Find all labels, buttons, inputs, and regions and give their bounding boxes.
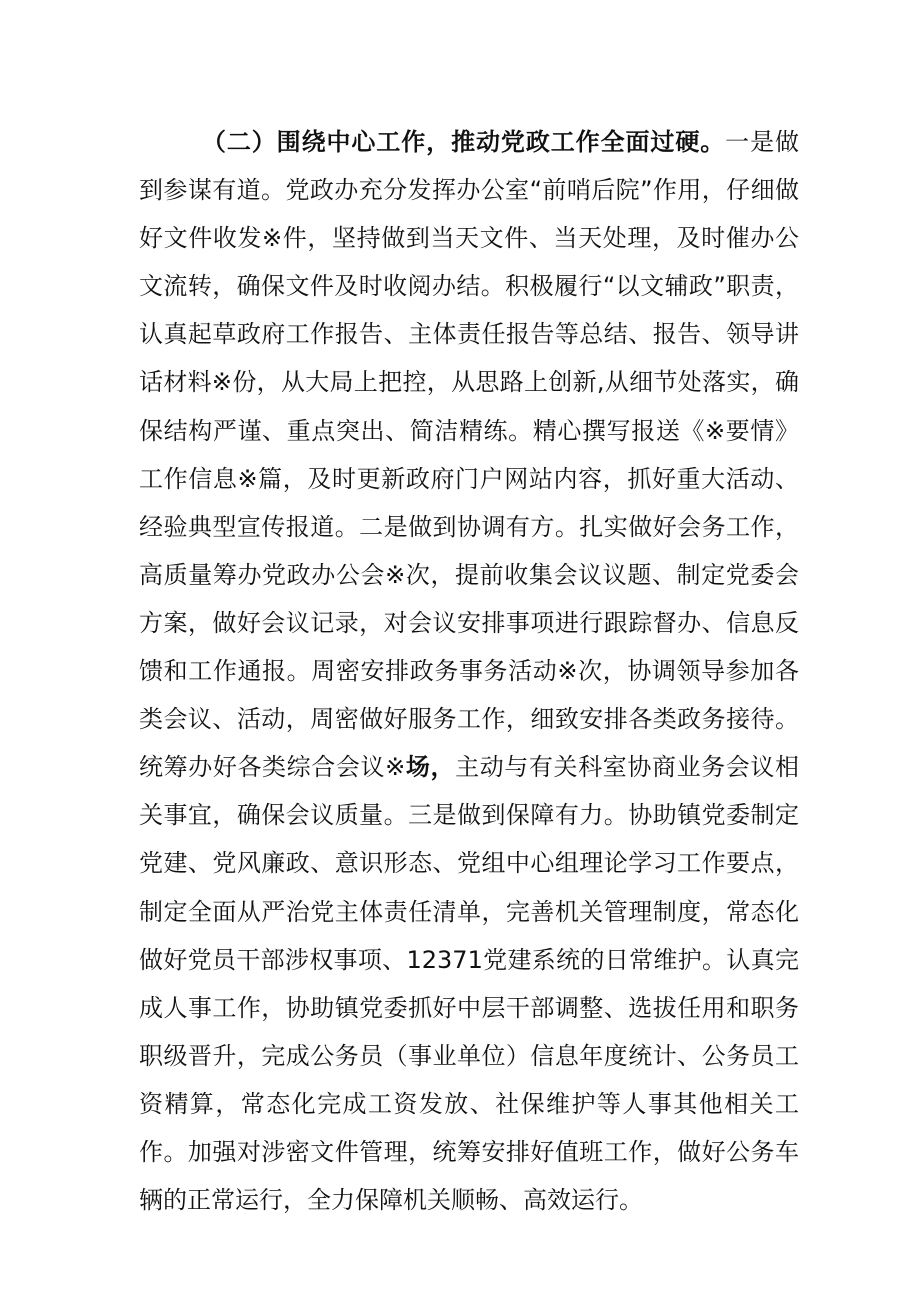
- bold-word: 场，: [405, 753, 456, 782]
- paragraph-text-part2: 主动与有关科室协商业务会议相关事宜，确保会议质量。三是做到保障有力。协助镇党委制定党建、党风廉政、意识形态、党组中心组理论学习工作要点，制定全面从严治党主体责任清单，完善机关管理制度，常态化做好党员干部涉权事项、12371党建系统的日常维护。认真完成人事工作，协助镇党委抓好中层干部调整、选拔任用和职务职级晋升，完成公务员（事业单位）信息年度统计、公务员工资精算，常态化完成工资发放、社保维护等人事其他相关工作。加强对涉密文件管理，统筹安排好值班工作，做好公务车辆的正常运行，全力保障机关顺畅、高效运行。: [139, 753, 800, 1215]
- body-paragraph: [139, 118, 799, 1224]
- section-heading: （二）围绕中心工作，推动党政工作全面过硬。: [201, 128, 726, 156]
- paragraph-text-part1: 一是做到参谋有道。党政办充分发挥办公室“前哨后院”作用，仔细做好文件收发※件，坚持做到当天文件、当天处理，及时催办公文流转，确保文件及时收阅办结。积极履行“以文辅政”职责，认真起草政府工作报告、主体责任报告等总结、报告、领导讲话材料※份，从大局上把控，从思路上创新,从细节处落实，确保结构严谨、重点突出、简洁精练。精心撰写报送《※要情》工作信息※篇，及时更新政府门户网站内容，抓好重大活动、经验典型宣传报道。二是做到协调有方。扎实做好会务工作，高质量筹办党政办公会※次，提前收集会议议题、制定党委会方案，做好会议记录，对会议安排事项进行跟踪督办、信息反馈和工作通报。周密安排政务事务活动※次，协调领导参加各类会议、活动，周密做好服务工作，细致安排各类政务接待。统筹办好各类综合会议※: [139, 128, 800, 782]
